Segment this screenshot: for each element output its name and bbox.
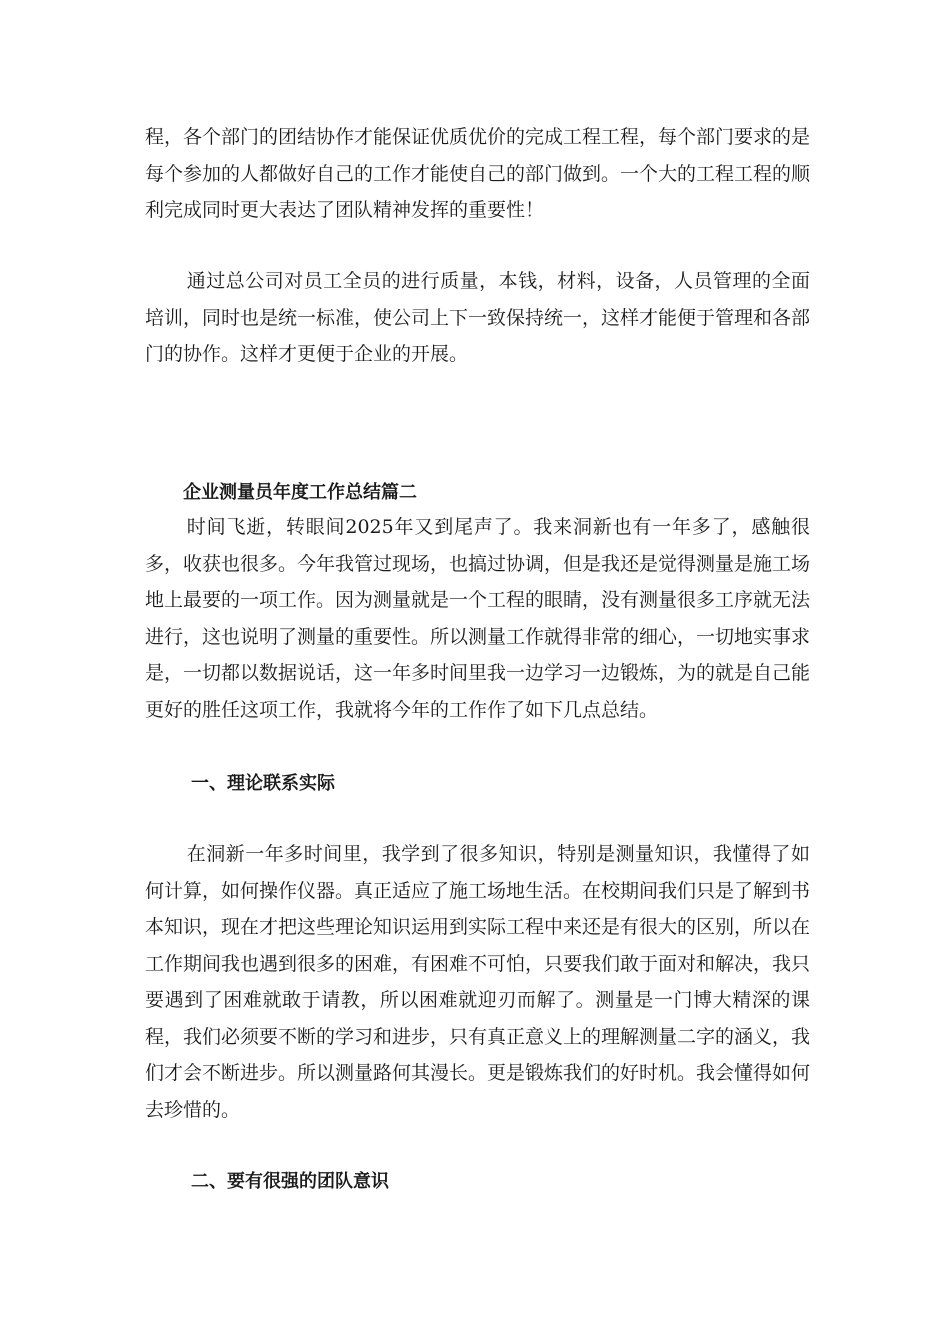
paragraph-year-intro: 时间飞逝，转眼间2025年又到尾声了。我来洞新也有一年多了，感触很多，收获也很多。今年我管过现场，也搞过协调，但是我还是觉得测量是施工场地上最要的一项工作。因为测量就是一个工程的眼睛，没有测量很多工序就无法进行，这也说明了测量的重要性。所以测量工作就得非常的细心，一切地实事求是，一切都以数据说话，这一年多时间里我一边学习一边锻炼，为的就是自己能更好的胜任这项工作，我就将今年的工作作了如下几点总结。: [145, 516, 811, 721]
paragraph-team-cooperation: 程，各个部门的团结协作才能保证优质优价的完成工程工程，每个部门要求的是每个参加的人都做好自己的工作才能使自己的部门做到。一个大的工程工程的顺利完成同时更大表达了团队精神发挥的重要性！: [145, 126, 811, 221]
heading-theory-practice: 一、理论联系实际: [191, 773, 335, 794]
paragraph-company-training: 通过总公司对员工全员的进行质量，本钱，材料，设备，人员管理的全面培训，同时也是统一标准，使公司上下一致保持统一，这样才能便于管理和各部门的协作。这样才更便于企业的开展。: [145, 270, 811, 365]
section-title: 企业测量员年度工作总结篇二: [183, 482, 417, 503]
heading-team-awareness: 二、要有很强的团队意识: [191, 1171, 389, 1192]
paragraph-learning-experience: 在洞新一年多时间里，我学到了很多知识，特别是测量知识，我懂得了如何计算，如何操作仪器。真正适应了施工场地生活。在校期间我们只是了解到书本知识，现在才把这些理论知识运用到实际工程中来还是有很大的区别，所以在工作期间我也遇到很多的困难，有困难不可怕，只要我们敢于面对和解决，我只要遇到了困难就敢于请教，所以困难就迎刃而解了。测量是一门博大精深的课程，我们必须要不断的学习和进步，只有真正意义上的理解测量二字的涵义，我们才会不断进步。所以测量路何其漫长。更是锻炼我们的好时机。我会懂得如何去珍惜的。: [145, 843, 811, 1121]
